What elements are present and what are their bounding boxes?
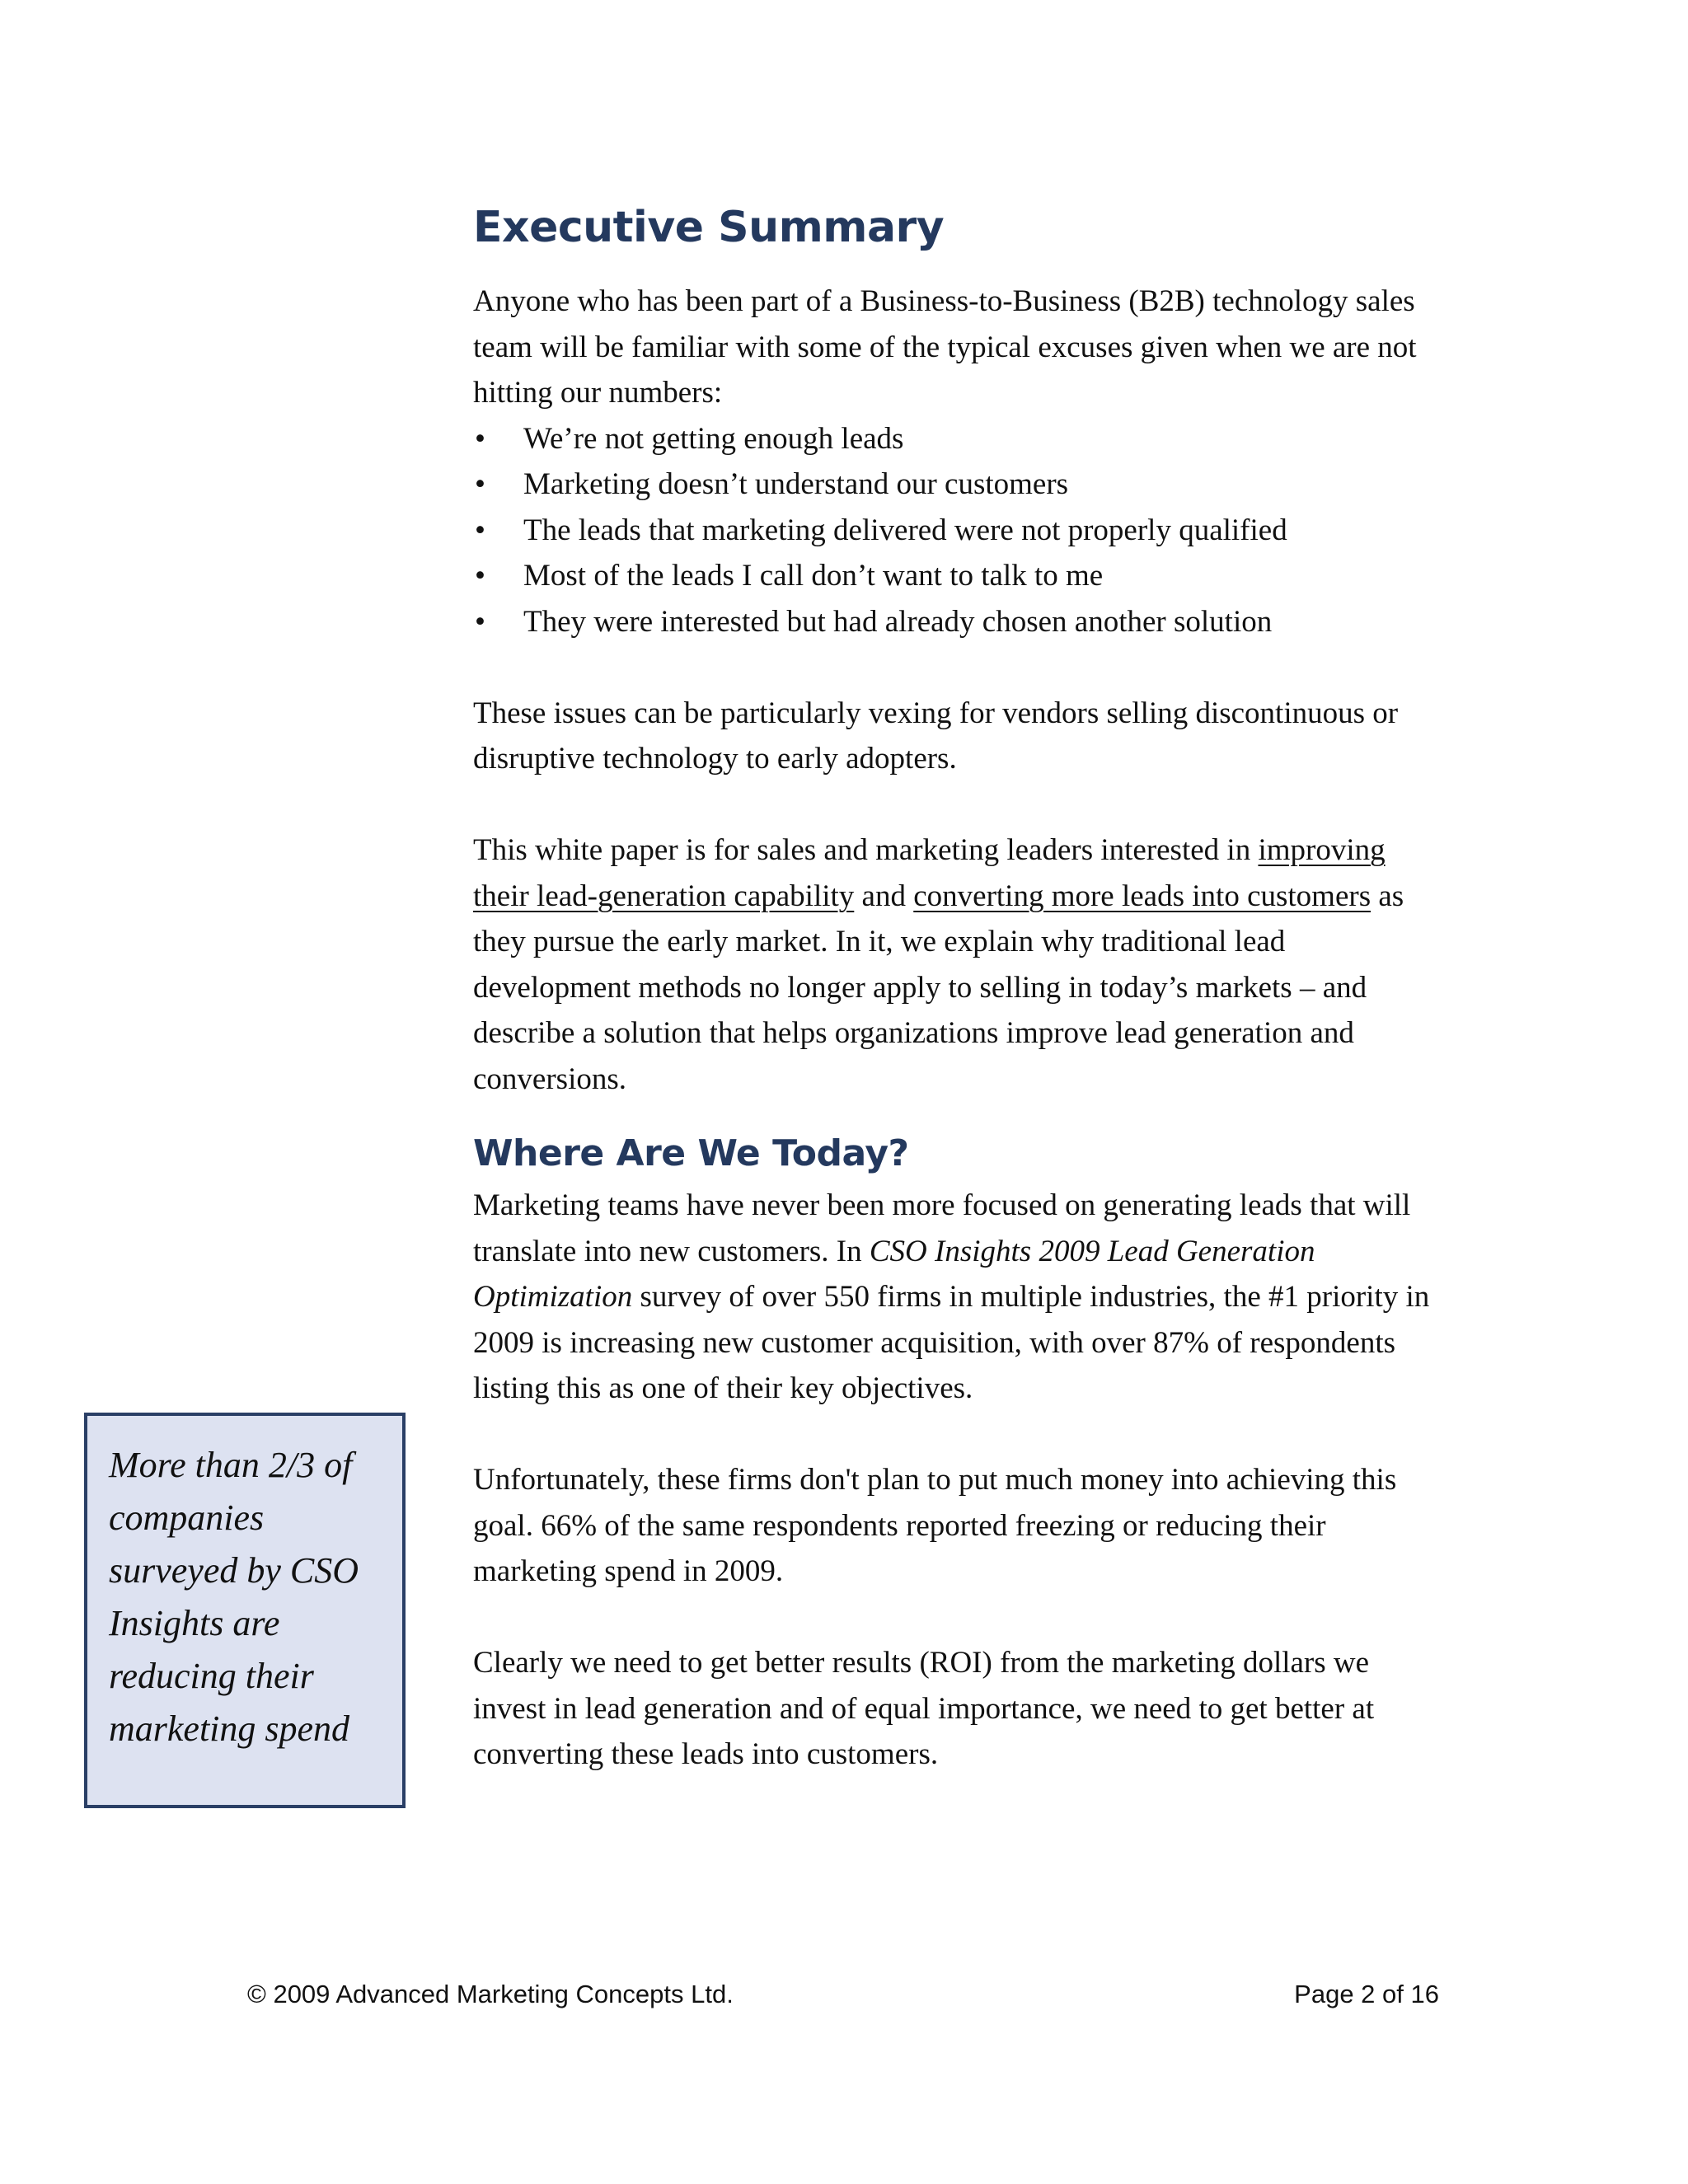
spacer	[473, 644, 1446, 691]
intro-paragraph: Anyone who has been part of a Business-to-Business (B2B) technology sales team will be familiar with some of the typical excuses given when we are not hitting our numbers:	[473, 284, 1417, 410]
converting-leads-link: converting more leads into customers	[913, 879, 1372, 913]
issues-paragraph: These issues can be particularly vexing for vendors selling discontinuous or disruptive technology to early adopters.	[473, 696, 1399, 776]
pull-quote-box	[84, 1413, 406, 1808]
bullet-icon: •	[475, 513, 485, 547]
footer-page-number: Page 2 of 16	[1294, 1980, 1439, 2008]
list-item: • Most of the leads I call don’t want to talk to me	[473, 553, 1446, 599]
where-are-we-today-heading: Where Are We Today?	[473, 1132, 909, 1174]
report-title: CSO Insights 2009 Lead Generation Optimization	[473, 1234, 1315, 1314]
executive-summary-heading: Executive Summary	[473, 203, 945, 252]
spacer	[473, 782, 1446, 828]
spacer	[473, 1595, 1446, 1641]
list-item: • The leads that marketing delivered were not properly qualified	[473, 508, 1446, 554]
list-item: • They were interested but had already chosen another solution	[473, 599, 1446, 645]
clearly-paragraph: Clearly we need to get better results (ROI) from the marketing dollars we invest in lead generation and of equal importance, we need to get better at converting these leads into customers.	[473, 1646, 1375, 1771]
bullet-icon: •	[475, 421, 485, 456]
spacer	[473, 1102, 1446, 1125]
lead-generation-link: improving their lead-generation capability	[473, 833, 1386, 913]
spacer	[473, 1412, 1446, 1458]
footer-copyright: © 2009 Advanced Marketing Concepts Ltd.	[247, 1980, 734, 2008]
whitepaper-paragraph: This white paper is for sales and marketing leaders interested in improving their lead-generation capability and converting more leads into customers as they pursue the early market. In it, we explain why traditional lead development methods no longer apply to selling in today’s markets – and describe a solution that helps organizations improve lead generation and conversions.	[473, 833, 1404, 1096]
bullet-icon: •	[475, 604, 485, 639]
pull-quote-text: More than 2/3 of companies surveyed by CSO Insights are reducing their marketing spend	[109, 1445, 359, 1749]
bullet-icon: •	[475, 467, 485, 501]
list-item: • Marketing doesn’t understand our customers	[473, 462, 1446, 508]
bullet-icon: •	[475, 559, 485, 593]
list-item: • We’re not getting enough leads	[473, 416, 1446, 462]
excuses-list	[473, 416, 1446, 645]
unfortunately-paragraph: Unfortunately, these firms don't plan to put much money into achieving this goal. 66% of the same respondents reported freezing or reducing their marketing spend in 2009.	[473, 1463, 1397, 1588]
main-content	[473, 194, 1446, 1778]
today-paragraph: Marketing teams have never been more focused on generating leads that will translate into new customers. In CSO Insights 2009 Lead Generation Optimization survey of over 550 firms in multiple industries, the #1 priority in 2009 is increasing new customer acquisition, with over 87% of respondents listing this as one of their key objectives.	[473, 1188, 1430, 1405]
